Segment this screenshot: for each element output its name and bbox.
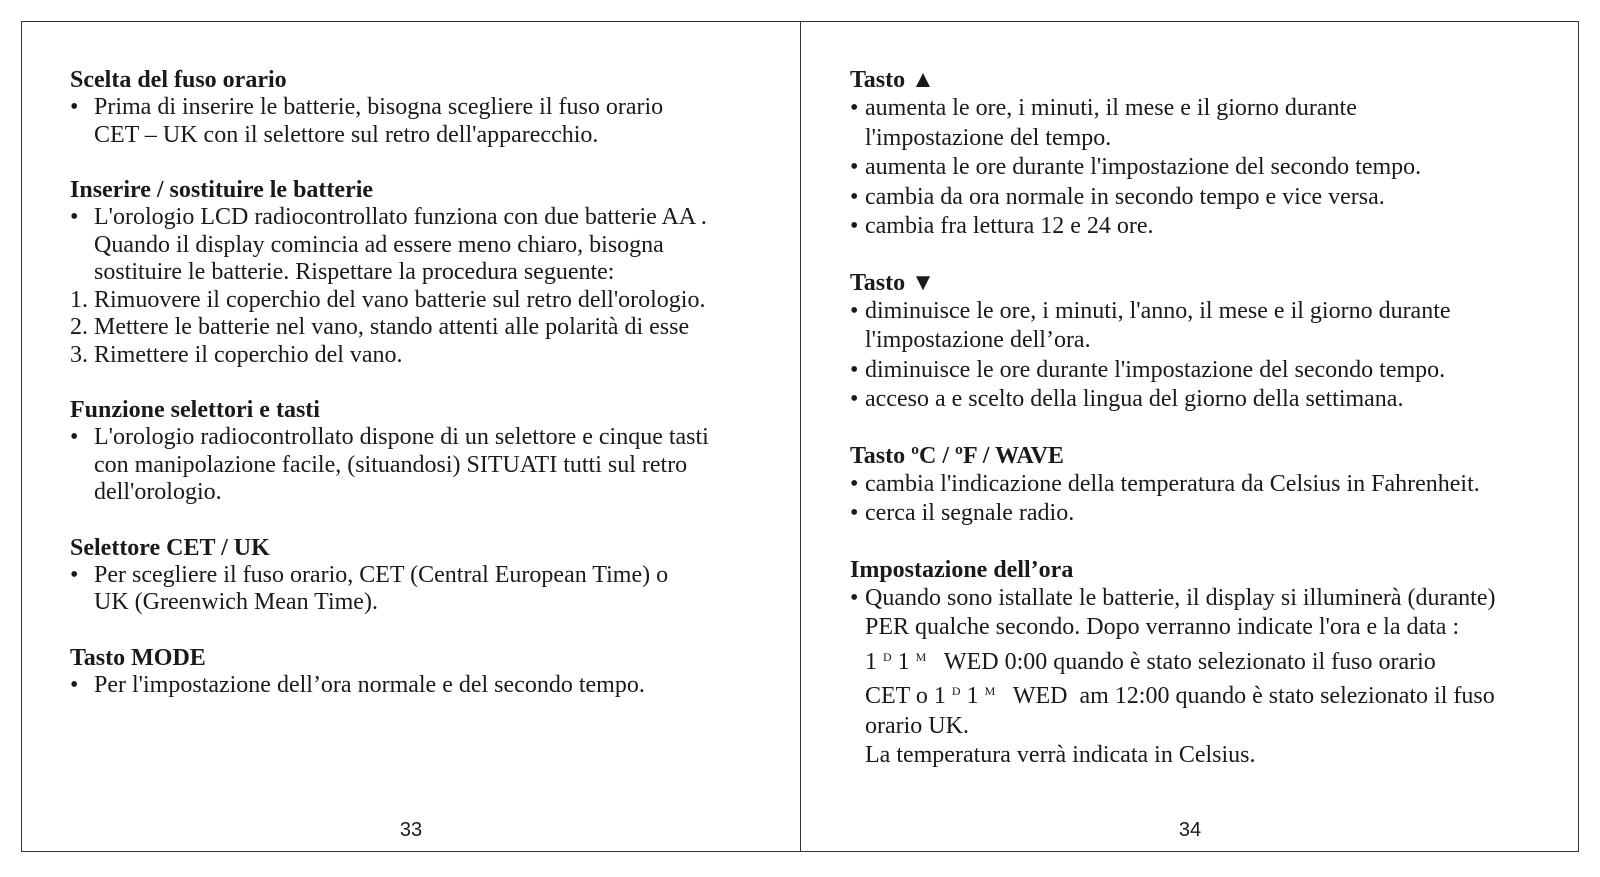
date-display-line-cet — [865, 643, 1550, 678]
bullet-item — [70, 562, 770, 617]
day-marker: D — [951, 684, 961, 698]
section-cet-uk-selector — [70, 534, 770, 617]
bullet-symbol: • — [850, 356, 859, 383]
bullet-symbol: • — [850, 500, 859, 526]
bullet-text-line: L'orologio LCD radiocontrollato funziona con due batterie AA . — [94, 204, 707, 230]
bullet-symbol: • — [70, 424, 79, 450]
bullet-item — [850, 470, 1550, 500]
bullet-item — [70, 204, 770, 287]
bullet-text-line: l'impostazione dell’ora. — [865, 327, 1091, 353]
bullet-item — [850, 356, 1550, 386]
section-heading: Tasto ºC / ºF / WAVE — [850, 442, 1064, 469]
left-page — [70, 66, 770, 726]
date-month: 1 — [897, 648, 910, 675]
section-time-zone — [70, 66, 770, 149]
date-line-text: WED 0:00 quando è stato selezionato il fuso orario — [943, 648, 1436, 675]
bullet-item — [850, 385, 1550, 415]
bullet-item — [850, 297, 1550, 356]
bullet-item — [850, 212, 1550, 242]
bullet-text-line: con manipolazione facile, (situandosi) SITUATI tutti sul retro — [94, 451, 688, 478]
bullet-text-line: l'impostazione del tempo. — [865, 124, 1112, 151]
section-heading: Tasto ▼ — [850, 269, 935, 296]
bullet-item — [850, 499, 1550, 529]
date-line-prefix: CET o 1 — [865, 683, 946, 709]
date-line-text: WED am 12:00 quando è stato selezionato il fuso — [1012, 683, 1495, 709]
bullet-item — [850, 153, 1550, 183]
bullet-text-line: Per l'impostazione dell’ora normale e del secondo tempo. — [94, 671, 645, 698]
bullet-text-line: diminuisce le ore, i minuti, l'anno, il mese e il giorno durante — [865, 297, 1451, 324]
bullet-text-line: Per scegliere il fuso orario, CET (Central European Time) o — [94, 561, 669, 588]
section-selectors-buttons — [70, 396, 770, 507]
right-page — [850, 66, 1550, 798]
day-marker: D — [883, 649, 892, 664]
bullet-item — [850, 94, 1550, 153]
bullet-symbol: • — [70, 94, 79, 120]
bullet-text-line: Prima di inserire le batterie, bisogna scegliere il fuso orario — [94, 94, 664, 120]
numbered-step — [70, 287, 770, 315]
bullet-symbol: • — [70, 561, 79, 588]
bullet-text-line: acceso a e scelto della lingua del giorno della settimana. — [865, 386, 1404, 412]
bullet-text-line: UK (Greenwich Mean Time). — [94, 589, 378, 615]
section-heading: Inserire / sostituire le batterie — [70, 177, 374, 203]
bullet-text-line: L'orologio radiocontrollato dispone di un selettore e cinque tasti — [94, 424, 709, 450]
bullet-text-line: aumenta le ore durante l'impostazione del secondo tempo. — [865, 154, 1422, 180]
section-mode-button — [70, 644, 770, 700]
bullet-item — [70, 94, 770, 149]
bullet-item — [850, 584, 1550, 771]
bullet-symbol: • — [850, 154, 859, 180]
bullet-item — [850, 183, 1550, 213]
page-number-left: 33 — [399, 819, 423, 841]
date-display-line-uk — [865, 677, 1550, 712]
section-heading: Selettore CET / UK — [70, 534, 270, 561]
bullet-symbol: • — [850, 584, 859, 611]
step-number: 1. — [70, 286, 88, 313]
section-heading: Tasto ▲ — [850, 67, 935, 93]
bullet-text-line: CET – UK con il selettore sul retro dell'apparecchio. — [94, 121, 599, 148]
month-marker: M — [915, 649, 927, 664]
section-down-button — [850, 269, 1550, 415]
numbered-step — [70, 342, 770, 370]
date-day: 1 — [865, 648, 877, 675]
numbered-step — [70, 314, 770, 342]
bullet-text-line: cambia da ora normale in secondo tempo e vice versa. — [865, 183, 1385, 210]
bullet-text-line: Quando sono istallate le batterie, il display si illuminerà (durante) — [865, 584, 1496, 611]
bullet-symbol: • — [850, 470, 859, 497]
bullet-text-line: PER qualche secondo. Dopo verranno indicate l'ora e la data : — [865, 614, 1460, 640]
bullet-symbol: • — [850, 213, 859, 239]
section-heading: Funzione selettori e tasti — [70, 397, 320, 423]
bullet-text-line: cerca il segnale radio. — [865, 500, 1075, 526]
bullet-text-line: dell'orologio. — [94, 479, 222, 505]
date-month: 1 — [966, 683, 979, 709]
bullet-symbol: • — [850, 386, 859, 412]
bullet-text-line: diminuisce le ore durante l'impostazione del secondo tempo. — [865, 356, 1446, 383]
bullet-text-line: orario UK. — [865, 712, 969, 739]
bullet-symbol: • — [850, 95, 859, 121]
bullet-symbol: • — [850, 297, 859, 324]
section-heading: Impostazione dell’ora — [850, 556, 1074, 583]
step-text: Rimettere il coperchio del vano. — [94, 341, 403, 368]
page-number-right: 34 — [1178, 819, 1202, 841]
bullet-text-line: cambia l'indicazione della temperatura da Celsius in Fahrenheit. — [865, 470, 1480, 497]
section-batteries — [70, 176, 770, 369]
bullet-symbol: • — [850, 183, 859, 210]
step-text: Rimuovere il coperchio del vano batterie sul retro dell'orologio. — [94, 286, 706, 313]
month-marker: M — [984, 684, 996, 698]
step-text: Mettere le batterie nel vano, stando attenti alle polarità di esse — [94, 314, 690, 340]
step-number: 2. — [70, 314, 88, 340]
bullet-item — [70, 672, 770, 700]
bullet-text-line: La temperatura verrà indicata in Celsius. — [865, 742, 1256, 768]
bullet-text-line: Quando il display comincia ad essere meno chiaro, bisogna — [94, 231, 664, 258]
bullet-text-line: sostituire le batterie. Rispettare la procedura seguente: — [94, 259, 615, 285]
bullet-symbol: • — [70, 671, 79, 698]
bullet-text-line: aumenta le ore, i minuti, il mese e il giorno durante — [865, 95, 1357, 121]
section-heading: Scelta del fuso orario — [70, 67, 287, 93]
page-divider — [800, 21, 801, 852]
bullet-text-line: cambia fra lettura 12 e 24 ore. — [865, 213, 1154, 239]
section-up-button — [850, 66, 1550, 242]
step-number: 3. — [70, 341, 88, 368]
bullet-symbol: • — [70, 204, 79, 230]
section-wave-button — [850, 442, 1550, 529]
section-time-setting — [850, 556, 1550, 771]
bullet-item — [70, 424, 770, 507]
section-heading: Tasto MODE — [70, 644, 206, 671]
